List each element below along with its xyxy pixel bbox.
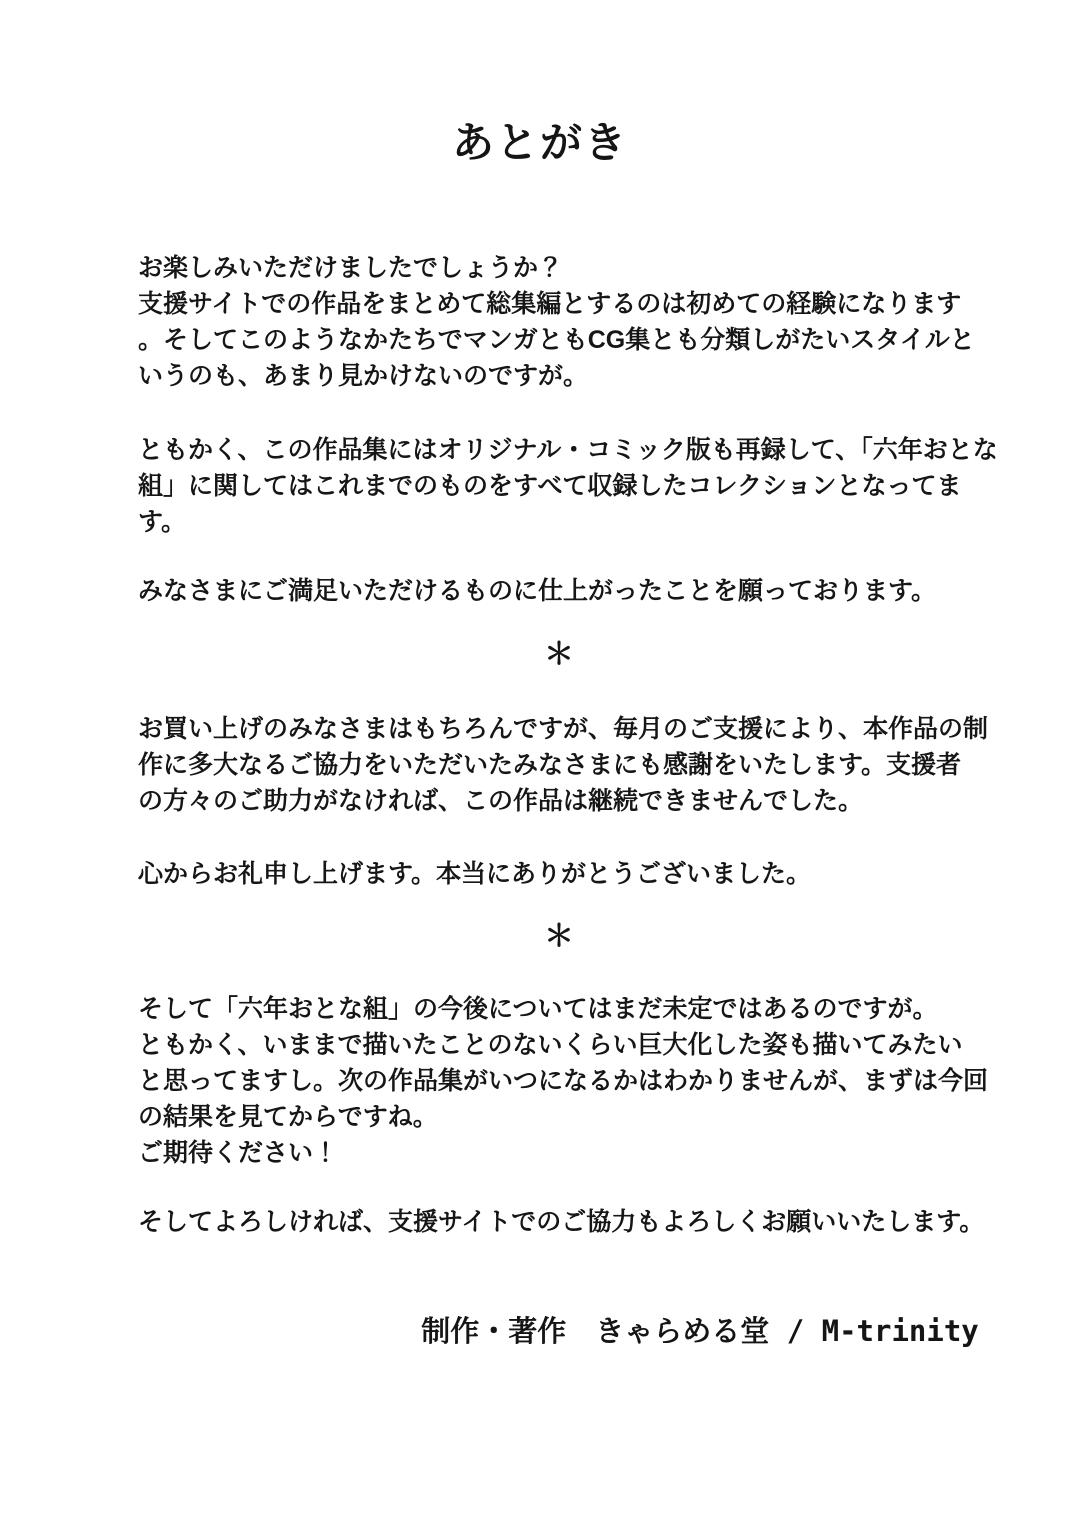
section-separator-2: ＊ <box>544 920 574 953</box>
text-line: お買い上げのみなさまはもちろんですが、毎月のご支援により、本作品の制 <box>138 715 989 743</box>
text-line: の結果を見てからですね。 <box>138 1103 438 1131</box>
paragraph-7 <box>138 1204 985 1240</box>
text-line: 心からお礼申し上げます。本当にありがとうございました。 <box>138 860 812 888</box>
text-line: 組」に関してはこれまでのものをすべて収録したコレクションとなってま <box>138 472 962 500</box>
text-line: の方々のご助力がなければ、この作品は継続できませんでした。 <box>138 787 864 815</box>
text-line: 。そしてこのようなかたちでマンガともCG集とも分類しがたいスタイルと <box>138 326 975 354</box>
paragraph-5 <box>138 856 980 892</box>
section-separator-1: ＊ <box>544 638 574 671</box>
text-line: す。 <box>138 508 187 536</box>
text-line: 作に多大なるご協力をいただいたみなさまにも感謝をいたします。支援者 <box>138 751 962 779</box>
text-line: と思ってますし。次の作品集がいつになるかはわかりませんが、まずは今回 <box>138 1067 989 1095</box>
paragraph-4 <box>138 711 989 819</box>
afterword-body <box>0 250 1080 1240</box>
text-line: ともかく、この作品集にはオリジナル・コミック版も再録して、「六年おとな <box>138 436 998 464</box>
text-line: そして「六年おとな組」の今後についてはまだ未定ではあるのですが。 <box>138 995 938 1023</box>
paragraph-6 <box>138 991 989 1171</box>
paragraph-2 <box>138 432 998 540</box>
text-line: みなさまにご満足いただけるものに仕上がったことを願っております。 <box>138 577 937 605</box>
text-line: ともかく、いままで描いたことのないくらい巨大化した姿も描いてみたい <box>138 1031 963 1059</box>
paragraph-3 <box>138 573 980 609</box>
text-line: ご期待ください！ <box>138 1139 339 1167</box>
text-line: いうのも、あまり見かけないのですが。 <box>138 362 589 390</box>
credit-line: 制作・著作 きゃらめる堂 / M-trinity <box>421 1314 979 1348</box>
paragraph-1 <box>138 250 980 394</box>
text-line: そしてよろしければ、支援サイトでのご協力もよろしくお願いいたします。 <box>138 1208 985 1236</box>
page-title: あとがき <box>451 118 628 167</box>
text-line: お楽しみいただけましたでしょうか？ <box>138 254 564 282</box>
text-line: 支援サイトでの作品をまとめて総集編とするのは初めての経験になります <box>138 290 962 318</box>
